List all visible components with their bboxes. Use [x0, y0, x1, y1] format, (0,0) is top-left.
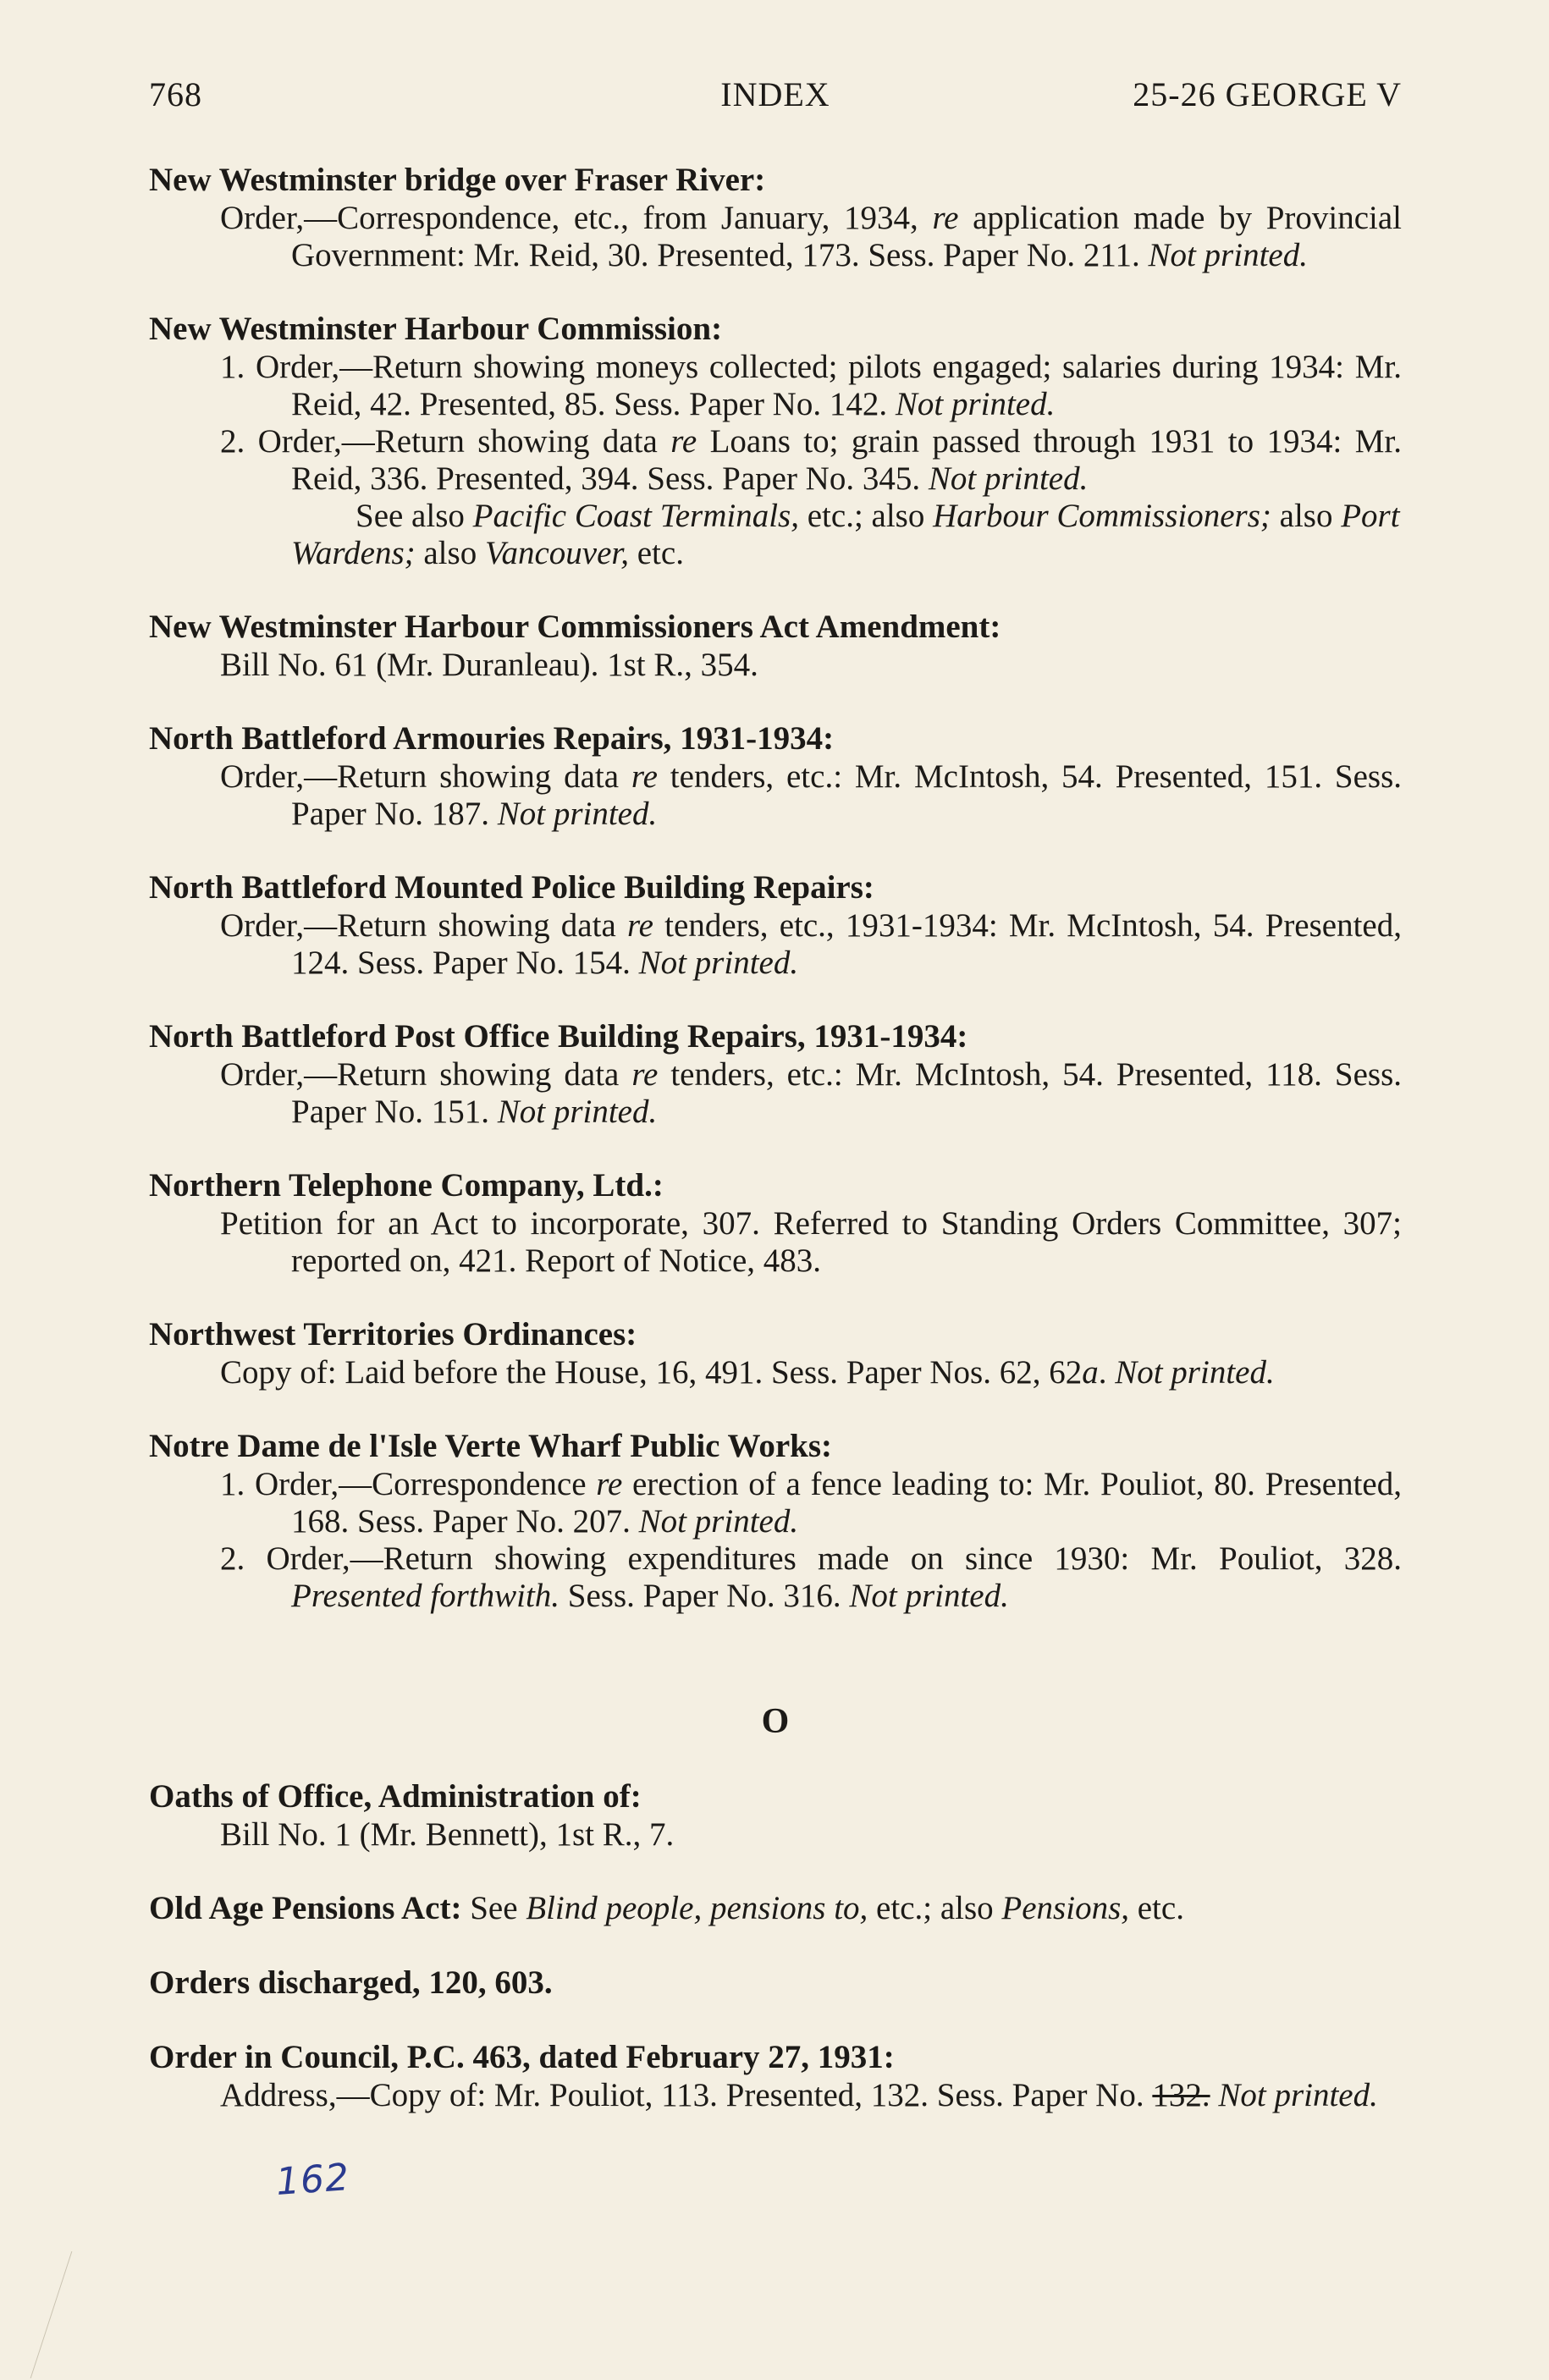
cross-reference: See Blind people, pensions to, etc.; also Pensions, etc.: [470, 1890, 1184, 1926]
entry-text: [149, 2077, 1402, 2114]
item-text: 1. Order,—Correspondence re erection of a fence leading to: Mr. Pouliot, 80. Presented, 168. Sess. Paper No. 207. Not printed.: [220, 1466, 1402, 1540]
item-text: 2. Order,—Return showing data re Loans to; grain passed through 1931 to 1934: Mr. Reid, 336. Presented, 394. Sess. Paper No. 345. Not printed.: [220, 423, 1402, 497]
running-head: [149, 74, 1402, 125]
entry-text-main: Order,—Return showing data re tenders, etc.: Mr. McIntosh, 54. Presented, 151. Sess. Paper No. 187.: [220, 758, 1403, 832]
not-printed-note: Not printed.: [1115, 1354, 1275, 1391]
entry-heading: New Westminster Harbour Commissioners Act Amendment:: [149, 609, 1001, 645]
index-entry: [149, 719, 1402, 833]
entry-heading-inline: [149, 1889, 1402, 1928]
index-page: [149, 74, 1402, 2114]
entry-heading: North Battleford Mounted Police Building Repairs:: [149, 869, 874, 906]
entry-text: [149, 758, 1402, 833]
see-also-text: See also Pacific Coast Terminals, etc.; also Harbour Commissioners; also Port Wardens; also Vancouver, etc.: [291, 498, 1400, 571]
entry-text-main: Order,—Return showing data re tenders, etc., 1931-1934: Mr. McIntosh, 54. Presented, 124. Sess. Paper No. 154.: [220, 907, 1402, 981]
index-entry: [149, 868, 1402, 982]
entry-heading: Order in Council, P.C. 463, dated February 27, 1931:: [149, 2039, 895, 2075]
entry-text: Bill No. 1 (Mr. Bennett), 1st R., 7.: [220, 1816, 675, 1853]
not-printed-note: Not printed.: [1218, 2077, 1378, 2113]
entry-heading: Northern Telephone Company, Ltd.:: [149, 1167, 664, 1204]
see-also-note: [149, 498, 1402, 572]
struck-paper-number: 132.: [1152, 2077, 1210, 2113]
entry-text: Petition for an Act to incorporate, 307. Referred to Standing Orders Committee, 307; reported on, 421. Report of Notice, 483.: [220, 1205, 1402, 1279]
section-letter: O: [761, 1702, 790, 1741]
entry-text-main: Order,—Correspondence, etc., from January, 1934, re application made by Provincial Government: Mr. Reid, 30. Presented, 173. Sess. Paper No. 211. Not printed.: [220, 200, 1403, 273]
entry-text: [149, 1056, 1402, 1131]
index-entry: [149, 1166, 1402, 1280]
index-entry: [149, 1889, 1402, 1928]
page-corner-fold: [30, 2251, 149, 2378]
entry-text: [149, 907, 1402, 982]
index-entry: [149, 608, 1402, 684]
entry-text-main: Copy of: Laid before the House, 16, 491. Sess. Paper Nos. 62, 62a.: [220, 1354, 1107, 1391]
item-text: 2. Order,—Return showing expenditures made on since 1930: Mr. Pouliot, 328. Presented forthwith. Sess. Paper No. 316. Not printed.: [220, 1540, 1402, 1614]
index-entry: [149, 1427, 1402, 1615]
index-entry: [149, 1777, 1402, 1854]
index-entry: [149, 1017, 1402, 1131]
page-number: 768: [149, 75, 202, 113]
index-entry: [149, 2038, 1402, 2114]
entry-text-main: Order,—Return showing data re tenders, etc.: Mr. McIntosh, 54. Presented, 118. Sess. Paper No. 151.: [220, 1056, 1402, 1130]
index-entry: [149, 310, 1402, 572]
entry-heading: Old Age Pensions Act:: [149, 1890, 462, 1926]
running-title: INDEX: [720, 75, 830, 113]
entry-heading: Orders discharged, 120, 603.: [149, 1964, 553, 2001]
index-entry: [149, 1315, 1402, 1391]
handwritten-correction: 162: [274, 2156, 351, 2204]
entry-text: [149, 200, 1402, 274]
entry-heading: North Battleford Post Office Building Repairs, 1931-1934:: [149, 1018, 968, 1055]
entry-heading: Notre Dame de l'Isle Verte Wharf Public Works:: [149, 1428, 833, 1464]
numbered-item: [149, 1540, 1402, 1615]
entry-heading: New Westminster bridge over Fraser River:: [149, 162, 766, 198]
numbered-item: [149, 1466, 1402, 1540]
regnal-year: 25-26 GEORGE V: [1133, 75, 1402, 113]
entry-heading: New Westminster Harbour Commission:: [149, 311, 723, 347]
entry-text: [149, 1354, 1402, 1391]
entry-heading: North Battleford Armouries Repairs, 1931-1934:: [149, 720, 835, 757]
index-entry: [149, 161, 1402, 274]
entry-heading: Oaths of Office, Administration of:: [149, 1778, 642, 1815]
index-entry: [149, 1964, 1402, 2003]
not-printed-note: Not printed.: [638, 945, 799, 981]
entry-heading: Northwest Territories Ordinances:: [149, 1316, 637, 1353]
numbered-item: [149, 423, 1402, 498]
not-printed-note: Not printed.: [497, 1094, 658, 1130]
not-printed-note: Not printed.: [497, 796, 658, 832]
item-text: 1. Order,—Return showing moneys collected; pilots engaged; salaries during 1934: Mr. Reid, 42. Presented, 85. Sess. Paper No. 142. Not printed.: [220, 349, 1402, 422]
entry-text: Bill No. 61 (Mr. Duranleau). 1st R., 354.: [220, 647, 758, 683]
numbered-item: [149, 349, 1402, 423]
entry-text-main: Address,—Copy of: Mr. Pouliot, 113. Presented, 132. Sess. Paper No.: [220, 2077, 1144, 2113]
